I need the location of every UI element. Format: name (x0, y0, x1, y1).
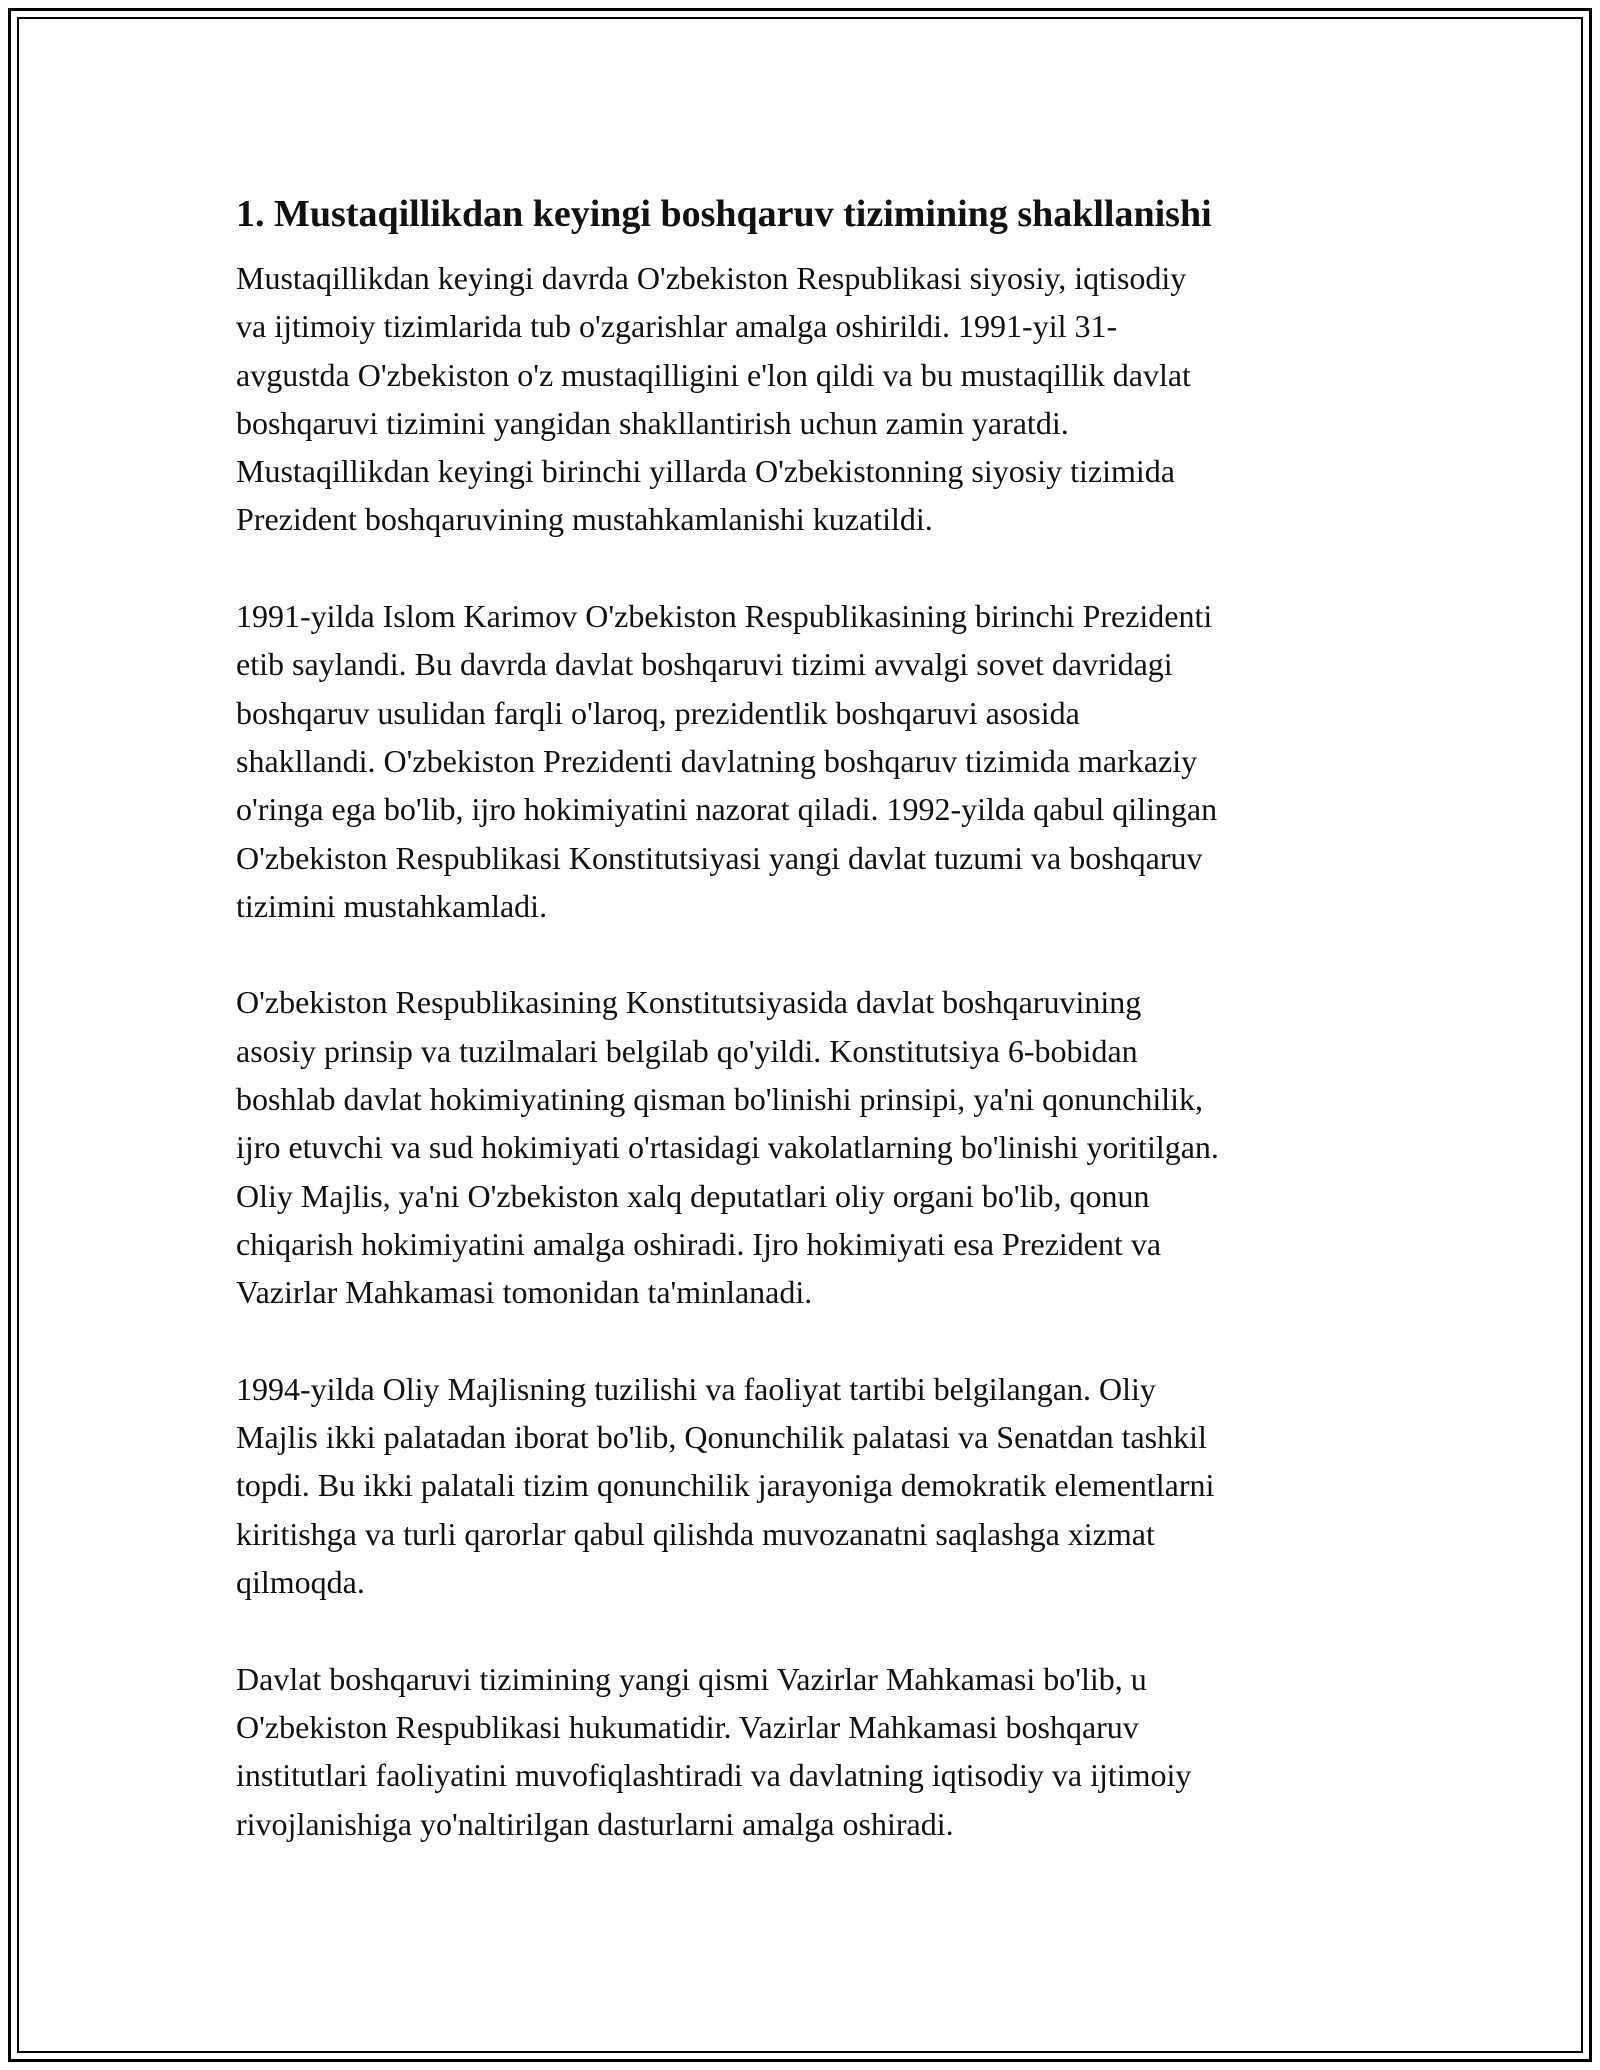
section-heading: 1. Mustaqillikdan keyingi boshqaruv tizimining shakllanishi (236, 193, 1212, 235)
paragraph-5: Davlat boshqaruvi tizimining yangi qismi Vazirlar Mahkamasi bo'lib, u O'zbekiston Respublikasi hukumatidir. Vazirlar Mahkamasi boshqaruv institutlari faoliyatini muvofiqlashtiradi va davlatning iqtisodiy va ijtimoiy rivojlanishiga yo'naltirilgan dasturlarni amalga oshiradi. (236, 1660, 1192, 1842)
document-body (236, 186, 1386, 1896)
paragraph-3: O'zbekiston Respublikasining Konstitutsiyasida davlat boshqaruvining asosiy prinsip va tuzilmalari belgilab qo'yildi. Konstitutsiya 6-bobidan boshlab davlat hokimiyatining qisman bo'linishi prinsipi, ya'ni qonunchilik, ijro etuvchi va sud hokimiyati o'rtasidagi vakolatlarning bo'linishi yoritilgan. Oliy Majlis, ya'ni O'zbekiston xalq deputatlari oliy organi bo'lib, qonun chiqarish hokimiyatini amalga oshiradi. Ijro hokimiyati esa Prezident va Vazirlar Mahkamasi tomonidan ta'minlanadi. (236, 984, 1219, 1311)
paragraph-2: 1991-yilda Islom Karimov O'zbekiston Respublikasining birinchi Prezidenti etib saylandi. Bu davrda davlat boshqaruvi tizimi avvalgi sovet davridagi boshqaruv usulidan farqli o'laroq, prezidentlik boshqaruvi asosida shakllandi. O'zbekiston Prezidenti davlatning boshqaruv tizimida markaziy o'ringa ega bo'lib, ijro hokimiyatini nazorat qiladi. 1992-yilda qabul qilingan O'zbekiston Respublikasi Konstitutsiyasi yangi davlat tuzumi va boshqaruv tizimini mustahkamladi. (236, 598, 1218, 924)
paragraph-1: Mustaqillikdan keyingi davrda O'zbekiston Respublikasi siyosiy, iqtisodiy va ijtimoiy tizimlarida tub o'zgarishlar amalga oshirildi. 1991-yil 31- avgustda O'zbekiston o'z mustaqilligini e'lon qildi va bu mustaqillik davlat boshqaruvi tizimini yangidan shakllantirish uchun zamin yaratdi. Mustaqillikdan keyingi birinchi yillarda O'zbekistonning siyosiy tizimida Prezident boshqaruvining mustahkamlanishi kuzatildi. (236, 260, 1191, 538)
paragraph-4: 1994-yilda Oliy Majlisning tuzilishi va faoliyat tartibi belgilangan. Oliy Majlis ikki palatadan iborat bo'lib, Qonunchilik palatasi va Senatdan tashkil topdi. Bu ikki palatali tizim qonunchilik jarayoniga demokratik elementlarni kiritishga va turli qarorlar qabul qilishda muvozanatni saqlashga xizmat qilmoqda. (236, 1370, 1215, 1601)
